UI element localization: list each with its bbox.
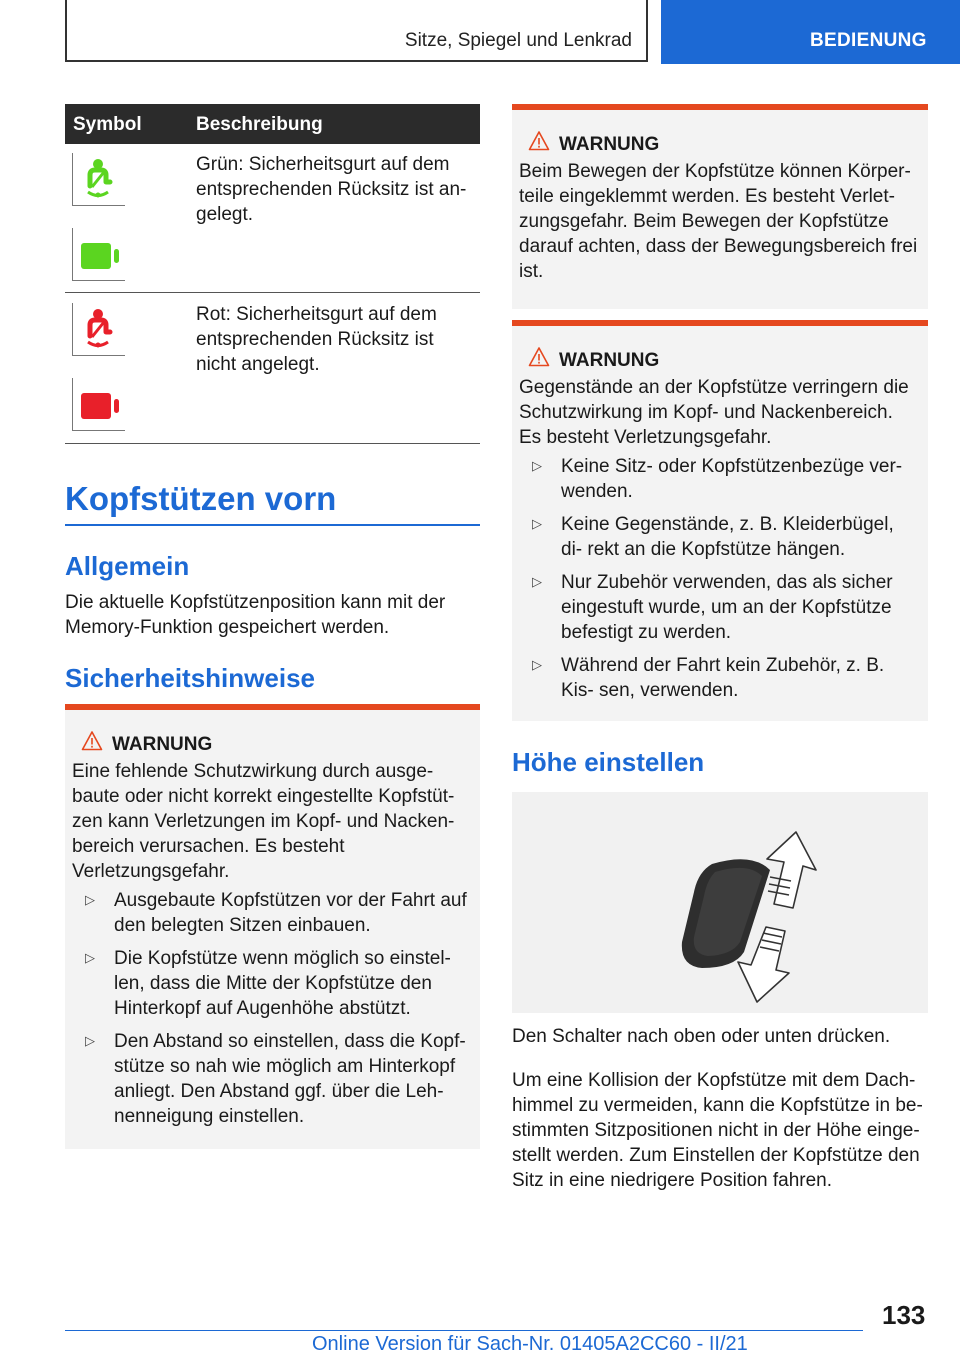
footer-online-version: Online Version für Sach-Nr. 01405A2CC60 - II/21 bbox=[312, 1333, 748, 1355]
bullet-triangle-icon: ▷ bbox=[532, 657, 542, 672]
warning-text: Gegenstände an der Kopfstütze verringern die Schutzwirkung im Kopf- und Nackenbereich. Es besteht Verletzungsgefahr. bbox=[519, 377, 909, 448]
warning-list bbox=[519, 454, 920, 703]
row-description-red: Rot: Sicherheitsgurt auf dem entsprechenden Rücksitz ist nicht angelegt. bbox=[196, 304, 437, 375]
subheading-height: Höhe einstellen bbox=[512, 747, 705, 777]
bullet-triangle-icon: ▷ bbox=[532, 574, 542, 589]
table-header bbox=[65, 104, 480, 144]
list-item: ▷ Keine Gegenstände, z. B. Kleiderbügel, di- rekt an die Kopfstütze hängen. bbox=[532, 514, 894, 560]
bullet-triangle-icon: ▷ bbox=[532, 458, 542, 473]
seat-indicator-green-icon bbox=[72, 228, 125, 281]
warning-title: WARNUNG bbox=[559, 134, 660, 155]
warning-text: Eine fehlende Schutzwirkung durch ausge- baute oder nicht korrekt eingestellte Kopfstüt- zen kann Verletzungen im Kopf- und Nacken- bereich verursachen. Es besteht Verletzungsgefahr. bbox=[72, 761, 455, 882]
list-item: ▷ Keine Sitz- oder Kopfstützenbezüge ver- wenden. bbox=[532, 456, 903, 502]
symbol-table bbox=[65, 104, 480, 444]
warning-header bbox=[65, 729, 480, 759]
bullet-triangle-icon: ▷ bbox=[85, 950, 95, 965]
bullet-triangle-icon: ▷ bbox=[85, 1033, 95, 1048]
warning-title: WARNUNG bbox=[112, 734, 213, 755]
warning-box bbox=[512, 104, 928, 309]
footer-divider bbox=[65, 1330, 863, 1331]
height-caption: Den Schalter nach oben oder unten drücken. bbox=[512, 1026, 891, 1047]
list-item: ▷ Ausgebaute Kopfstützen vor der Fahrt auf den belegten Sitzen einbauen. bbox=[85, 890, 467, 936]
headrest-switch-image bbox=[512, 792, 928, 1013]
subheading-safety: Sicherheitshinweise bbox=[65, 663, 315, 693]
general-text: Die aktuelle Kopfstützenposition kann mit der Memory-Funktion gespeichert werden. bbox=[65, 592, 446, 638]
chapter-title: BEDIENUNG bbox=[810, 30, 927, 51]
warning-box bbox=[65, 704, 480, 1149]
table-row bbox=[65, 144, 480, 293]
subheading-general: Allgemein bbox=[65, 551, 190, 581]
section-heading: Kopfstützen vorn bbox=[65, 480, 480, 526]
list-item: ▷ Die Kopfstütze wenn möglich so einstel- len, dass die Mitte der Kopfstütze den Hinterkopf auf Augenhöhe abstützt. bbox=[85, 948, 451, 1019]
height-text: Um eine Kollision der Kopfstütze mit dem Dach- himmel zu vermeiden, kann die Kopfstütze in be- stimmten Sitzpositionen nicht in der Höhe einge- stellt werden. Zum Einstellen der Kopfstütze den Sitz in eine niedrigere Position fahren. bbox=[512, 1070, 923, 1191]
warning-text: Beim Bewegen der Kopfstütze können Körper- teile eingeklemmt werden. Es besteht Verlet- zungsgefahr. Beim Bewegen der Kopfstütze darauf achten, dass der Bewegungsbereich frei ist. bbox=[519, 161, 918, 282]
warning-title: WARNUNG bbox=[559, 350, 660, 371]
list-item: ▷ Während der Fahrt kein Zubehör, z. B. Kis- sen, verwenden. bbox=[532, 655, 885, 701]
page-number: 133 bbox=[882, 1300, 926, 1330]
list-item: ▷ Nur Zubehör verwenden, das als sicher eingestuft wurde, um an der Kopfstütze befestigt zu werden. bbox=[532, 572, 893, 643]
seat-indicator-red-icon bbox=[72, 378, 125, 431]
bullet-triangle-icon: ▷ bbox=[532, 516, 542, 531]
chapter-tab[interactable] bbox=[661, 0, 960, 64]
warning-header bbox=[512, 345, 928, 375]
seatbelt-red-icon bbox=[72, 303, 125, 356]
warning-list bbox=[72, 888, 472, 1129]
warning-triangle-icon bbox=[81, 730, 103, 752]
seatbelt-green-icon bbox=[72, 153, 125, 206]
column-header-symbol: Symbol bbox=[73, 114, 142, 135]
section-title: Sitze, Spiegel und Lenkrad bbox=[404, 30, 632, 51]
warning-box bbox=[512, 320, 928, 721]
warning-triangle-icon bbox=[528, 130, 550, 152]
column-header-description: Beschreibung bbox=[196, 114, 323, 135]
list-item: ▷ Den Abstand so einstellen, dass die Kopf- stütze so nah wie möglich am Hinterkopf anliegt. Den Abstand ggf. über die Leh- nenneigung einstellen. bbox=[85, 1031, 466, 1127]
warning-triangle-icon bbox=[528, 346, 550, 368]
row-description-green: Grün: Sicherheitsgurt auf dem entsprechenden Rücksitz ist an- gelegt. bbox=[196, 154, 467, 225]
table-row bbox=[65, 293, 480, 444]
bullet-triangle-icon: ▷ bbox=[85, 892, 95, 907]
header-section-box bbox=[65, 0, 648, 62]
warning-header bbox=[512, 129, 928, 159]
